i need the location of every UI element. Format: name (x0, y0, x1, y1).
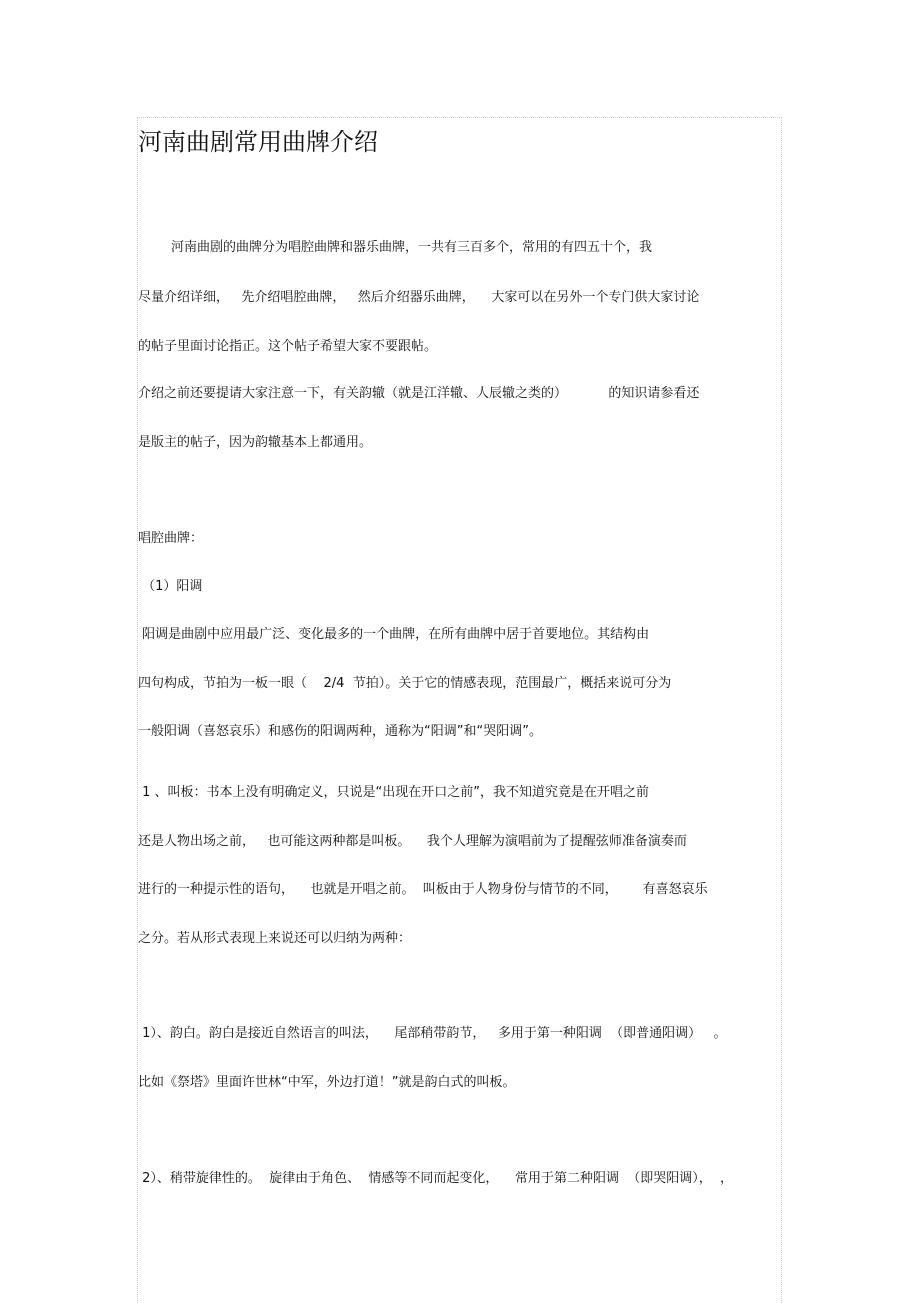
paragraph-line: 阳调是曲剧中应用最广泛、变化最多的一个曲牌，在所有曲牌中居于首要地位。其结构由 (138, 627, 650, 642)
paragraph-line: 1 、叫板：书本上没有明确定义，只说是“出现在开口之前”，我不知道究竟是在开唱之前 (138, 785, 650, 800)
paragraph-line: 还是人物出场之前， 也可能这两种都是叫板。 我个人理解为演唱前为了提醒弦师准备演奏而 (138, 834, 687, 849)
paragraph-line: 之分。若从形式表现上来说还可以归纳为两种： (138, 931, 412, 946)
section-heading: 唱腔曲牌： (138, 531, 204, 546)
paragraph-line: 的帖子里面讨论指正。这个帖子希望大家不要跟帖。 (138, 339, 438, 354)
paragraph-line: 1）、韵白。韵白是接近自然语言的叫法， 尾部稍带韵节， 多用于第一种阳调 （即普通阳调） 。 (138, 1026, 727, 1041)
paragraph-line: 2）、稍带旋律性的。 旋律由于角色、 情感等不同而起变化， 常用于第二种阳调 （即哭阳调）， ， (138, 1171, 733, 1186)
paragraph-line: 一般阳调（喜怒哀乐）和感伤的阳调两种，通称为“阳调”和“哭阳调”。 (138, 724, 542, 739)
document-title: 河南曲剧常用曲牌介绍 (138, 128, 378, 156)
paragraph-line: 尽量介绍详细， 先介绍唱腔曲牌， 然后介绍器乐曲牌， 大家可以在另外一个专门供大家讨论 (138, 290, 700, 305)
subsection-heading: （1）阳调 (138, 579, 203, 594)
paragraph-line: 是版主的帖子，因为韵辙基本上都通用。 (138, 435, 373, 450)
paragraph-line: 比如《祭塔》里面许世林“中军，外边打道！”就是韵白式的叫板。 (138, 1075, 516, 1090)
paragraph-line: 河南曲剧的曲牌分为唱腔曲牌和器乐曲牌，一共有三百多个，常用的有四五十个，我 (138, 240, 653, 255)
paragraph-line: 四句构成，节拍为一板一眼（ 2/4 节拍）。关于它的情感表现，范围最广，概括来说可分为 (138, 676, 672, 691)
paragraph-line: 介绍之前还要提请大家注意一下，有关韵辙（就是江洋辙、人辰辙之类的） 的知识请参看还 (138, 386, 700, 401)
paragraph-line: 进行的一种提示性的语句， 也就是开唱之前。 叫板由于人物身份与情节的不同， 有喜怒哀乐 (138, 882, 708, 897)
